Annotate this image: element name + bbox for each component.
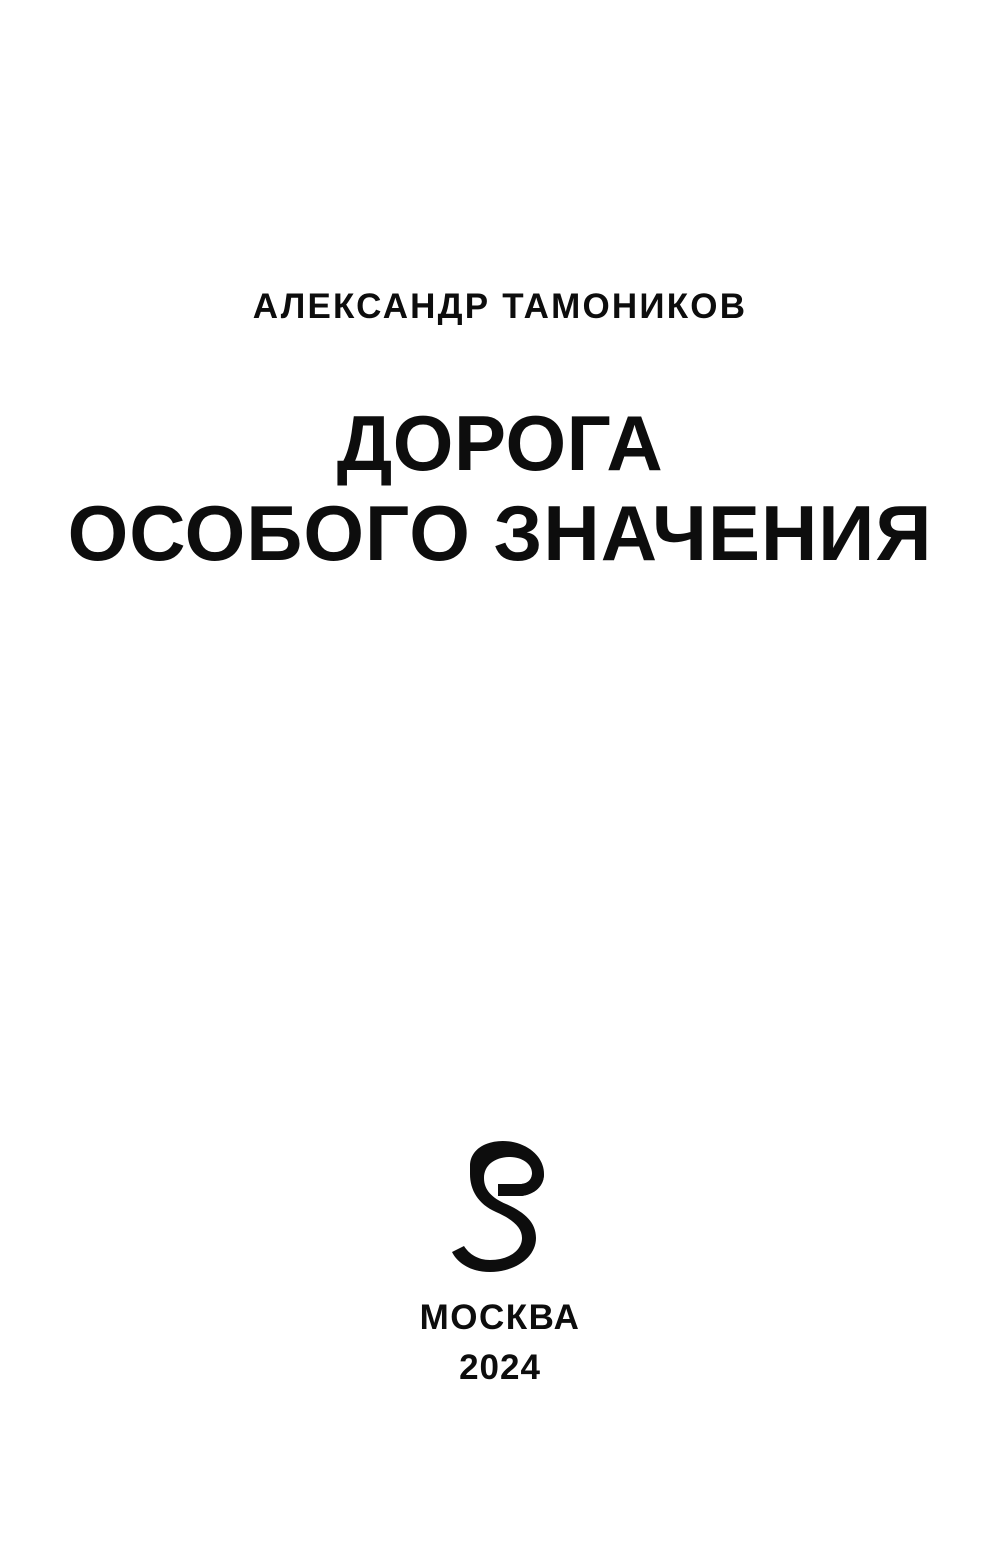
publication-year: 2024 [459, 1347, 541, 1387]
imprint [0, 1296, 1000, 1390]
publisher-logo [0, 1128, 1000, 1278]
book-title [0, 399, 1000, 577]
publisher-city: МОСКВА [419, 1298, 581, 1337]
eksmo-logo-icon [440, 1128, 560, 1278]
author-name: АЛЕКСАНДР ТАМОНИКОВ [252, 287, 748, 326]
book-title-line-1: ДОРОГА [336, 399, 664, 487]
book-title-line-2: ОСОБОГО ЗНАЧЕНИЯ [67, 489, 933, 577]
